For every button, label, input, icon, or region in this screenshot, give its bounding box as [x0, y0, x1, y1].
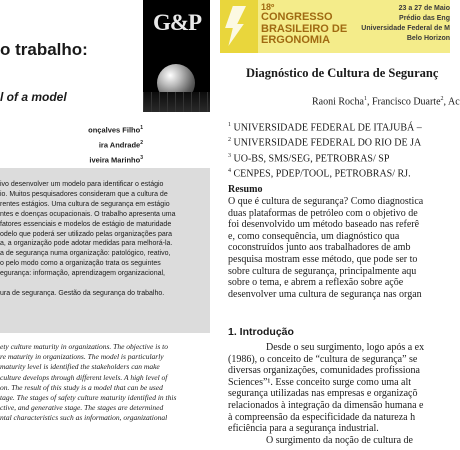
intro-line: eficiência para a segurança industrial.: [228, 423, 379, 435]
resumo-line: odelo que poderá ser utilizado pelas organizações para: [0, 230, 173, 238]
resumo-line: a de segurança numa organização: patológico, reativo,: [0, 250, 171, 258]
intro-line: Sciences”¹. Esse conceito surge como uma alt: [228, 376, 412, 388]
resumo-box: [0, 168, 210, 333]
resumo-line: o pelo modo como a organização trata os seguintes: [0, 260, 161, 268]
intro-line: segurança utilizadas nas empresas e organizaçõ: [228, 388, 418, 400]
right-article-page: [220, 0, 460, 450]
intro-line: Desde o seu surgimento, logo após a ex: [266, 342, 425, 353]
resumo-line: ivo desenvolver um modelo para identificar o estágio: [0, 181, 164, 188]
intro-line: (1986), o conceito de “cultura de segurança” se: [228, 353, 418, 365]
intro-line: à compreensão da especificidade da natureza h: [228, 411, 416, 423]
author-line: ira Andrade$^2$: [98, 140, 143, 150]
affiliation-line: $^1$ UNIVERSIDADE FEDERAL DE ITAJUBÁ –: [228, 122, 422, 134]
abstract-line: ntal characteristics such as information, organizational: [0, 413, 168, 423]
congress-banner: [220, 0, 450, 53]
resumo-line: io. Muitos pesquisadores consideram que a cultura de: [0, 190, 168, 198]
intro-body: [228, 342, 458, 446]
resumo-line: coconstruídos junto aos trabalhadores de amb: [228, 242, 411, 254]
paper-title: Diagnóstico de Cultura de Seguranç: [246, 66, 439, 80]
resumo-line: foi desenvolvido um método baseado nas referê: [228, 219, 420, 231]
resumo-body: [228, 196, 458, 300]
intro-heading: 1. Introdução: [228, 326, 294, 338]
resumo-line: desenvolver uma cultura de segurança nas organ: [228, 288, 422, 300]
logo-text: G&P: [152, 10, 202, 35]
resumo-line: a, a organização pode adotar medidas para melhorá-la.: [0, 240, 173, 248]
resumo-line: O que é cultura de segurança? Como diagnostica: [228, 196, 424, 207]
grid-floor-graphic: [143, 92, 210, 112]
paper-authors: Raoni Rocha$^1$, Francisco Duarte$^2$, Ac: [312, 96, 460, 108]
abstract-line: re maturity in organizations. The model is particularly: [0, 352, 164, 362]
abstract-line: on. The result of this study is a model that can be used: [0, 382, 163, 392]
resumo-line: e, como consequência, um diagnóstico qua: [228, 230, 400, 242]
resumo-line: sobre cultura de segurança, principalmente aqu: [228, 265, 417, 277]
congress-logo-icon: [220, 0, 258, 53]
author-list: [0, 122, 143, 167]
resumo-line: egurança: informação, aprendizagem organizacional,: [0, 270, 165, 278]
affiliation-line: $^4$ CENPES, PDEP/TOOL, PETROBRAS/ RJ.: [228, 167, 411, 180]
article-title: o trabalho:: [0, 40, 88, 59]
intro-line: diversas organizações, comunidades profissiona: [228, 365, 420, 377]
congress-title: 18º CONGRESSO BRASILEIRO DE ERGONOMIA: [261, 2, 348, 46]
keywords-line: ura de segurança. Gestão da segurança do trabalho.: [0, 290, 165, 298]
author-line: onçalves Filho$^1$: [88, 125, 143, 135]
resumo-heading: Resumo: [228, 184, 263, 195]
affiliation-line: $^2$ UNIVERSIDADE FEDERAL DO RIO DE JA: [228, 137, 422, 149]
abstract-line: ctive, and generative stage. The stages are determined: [0, 403, 164, 413]
abstract-line: ety culture maturity in organizations. The objective is to: [0, 342, 168, 351]
author-line: iveira Marinho$^3$: [89, 155, 143, 165]
resumo-line: rentes estágios. Uma cultura de segurança em estágio: [0, 200, 170, 208]
resumo-line: duas plataformas de petróleo com o objetivo de: [228, 207, 418, 219]
resumo-line: pesquisa mostram esse método, que pode ser to: [228, 253, 418, 265]
abstract-line: tage. The stages of safety culture maturity identified in this: [0, 393, 177, 403]
resumo-line: fatores essenciais e modelos de estágio de maturidade: [0, 220, 172, 228]
resumo-line: sobre o tema, e abrem a reflexão sobre açõe: [228, 277, 404, 289]
affiliation-list: [228, 119, 422, 180]
affiliation-line: $^3$ UO-BS, SMS/SEG, PETROBRAS/ SP: [228, 152, 390, 164]
abstract-text: [0, 342, 210, 424]
left-article-page: [0, 0, 210, 450]
article-subtitle: l of a model: [0, 90, 67, 104]
intro-line: relacionados à integração da dimensão humana e: [228, 399, 424, 411]
abstract-line: culture develops through different levels. A high level of: [0, 372, 168, 382]
congress-info: 23 a 27 de Maio Prédio das Eng Universidade Federal de M Belo Horizon: [361, 5, 450, 42]
gp-journal-logo: [143, 0, 210, 112]
intro-line: O surgimento da noção de cultura de: [266, 434, 413, 446]
abstract-line: maturity level is identified the stakeholders can make: [0, 362, 160, 372]
resumo-line: ntes e doenças ocupacionais. O trabalho apresenta uma: [0, 210, 176, 218]
